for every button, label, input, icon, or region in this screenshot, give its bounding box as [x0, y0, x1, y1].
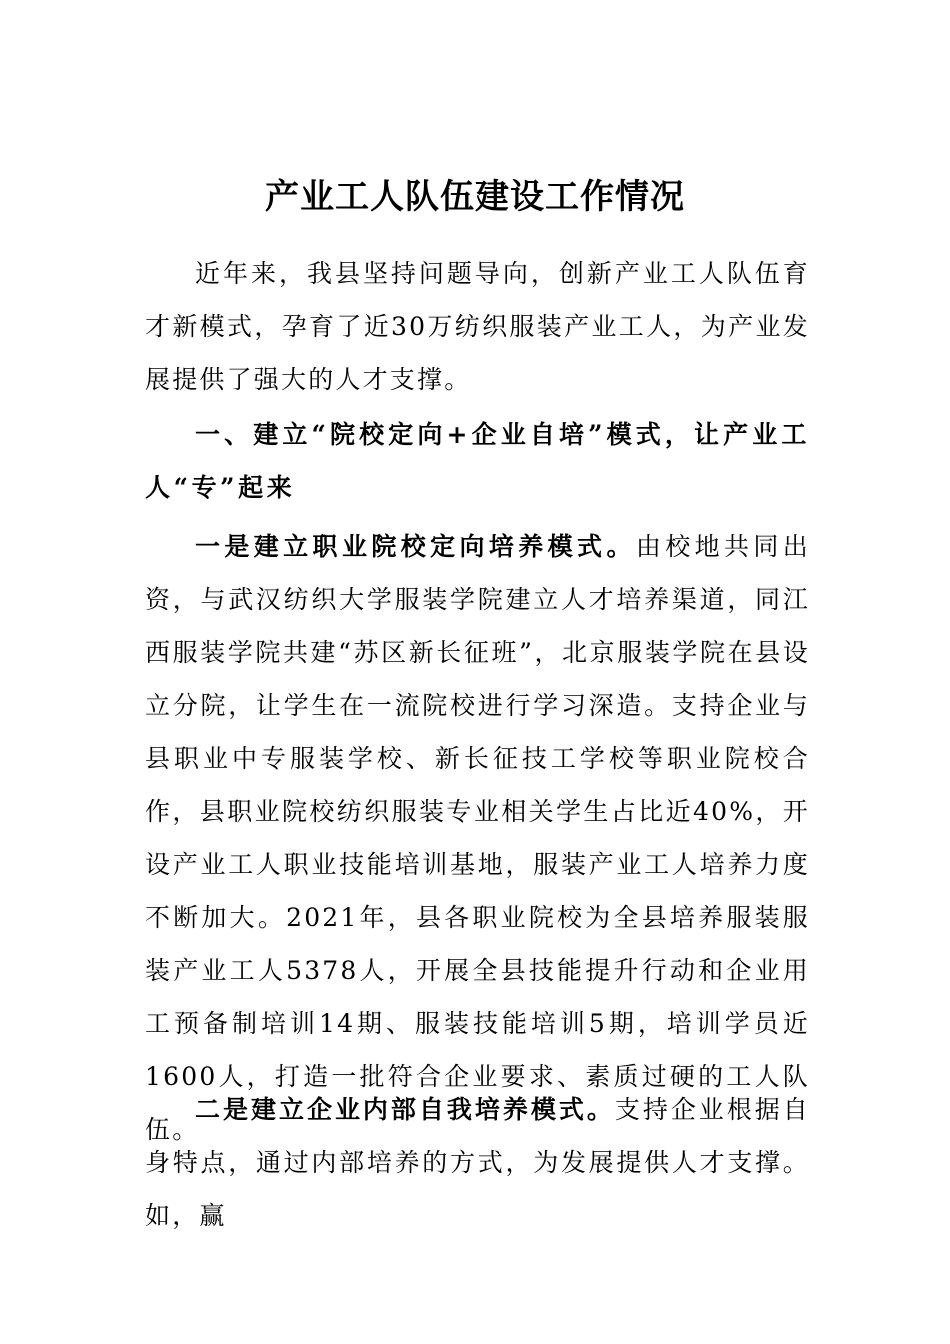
paragraph-enterprise-training	[145, 1083, 810, 1242]
intro-paragraph: 近年来，我县坚持问题导向，创新产业工人队伍育才新模式，孕育了近30万纺织服装产业工人，为产业发展提供了强大的人才支撑。	[145, 259, 810, 394]
paragraph-body: 由校地共同出资，与武汉纺织大学服装学院建立人才培养渠道，同江西服装学院共建“苏区新长征班”，北京服装学院在县设立分院，让学生在一流院校进行学习深造。支持企业与县职业中专服装学校、新长征技工学校等职业院校合作，县职业院校纺织服装专业相关学生占比近40%，开设产业工人职业技能培训基地，服装产业工人培养力度不断加大。2021年，县各职业院校为全县培养服装服装产业工人5378人，开展全县技能提升行动和企业用工预备制培训14期、服装技能培训5期，培训学员近1600人，打造一批符合企业要求、素质过硬的工人队伍。	[145, 532, 810, 1144]
paragraph-vocational-training	[145, 520, 810, 1156]
section-heading: 一、建立“院校定向+企业自培”模式，让产业工人“专”起来	[145, 420, 810, 502]
paragraph-lead: 二是建立企业内部自我培养模式。	[195, 1095, 615, 1124]
document-title: 产业工人队伍建设工作情况	[265, 177, 685, 217]
paragraph-body: 支持企业根据自身特点，通过内部培养的方式，为发展提供人才支撑。如，赢	[145, 1095, 810, 1230]
paragraph-lead: 一是建立职业院校定向培养模式。	[195, 532, 636, 561]
